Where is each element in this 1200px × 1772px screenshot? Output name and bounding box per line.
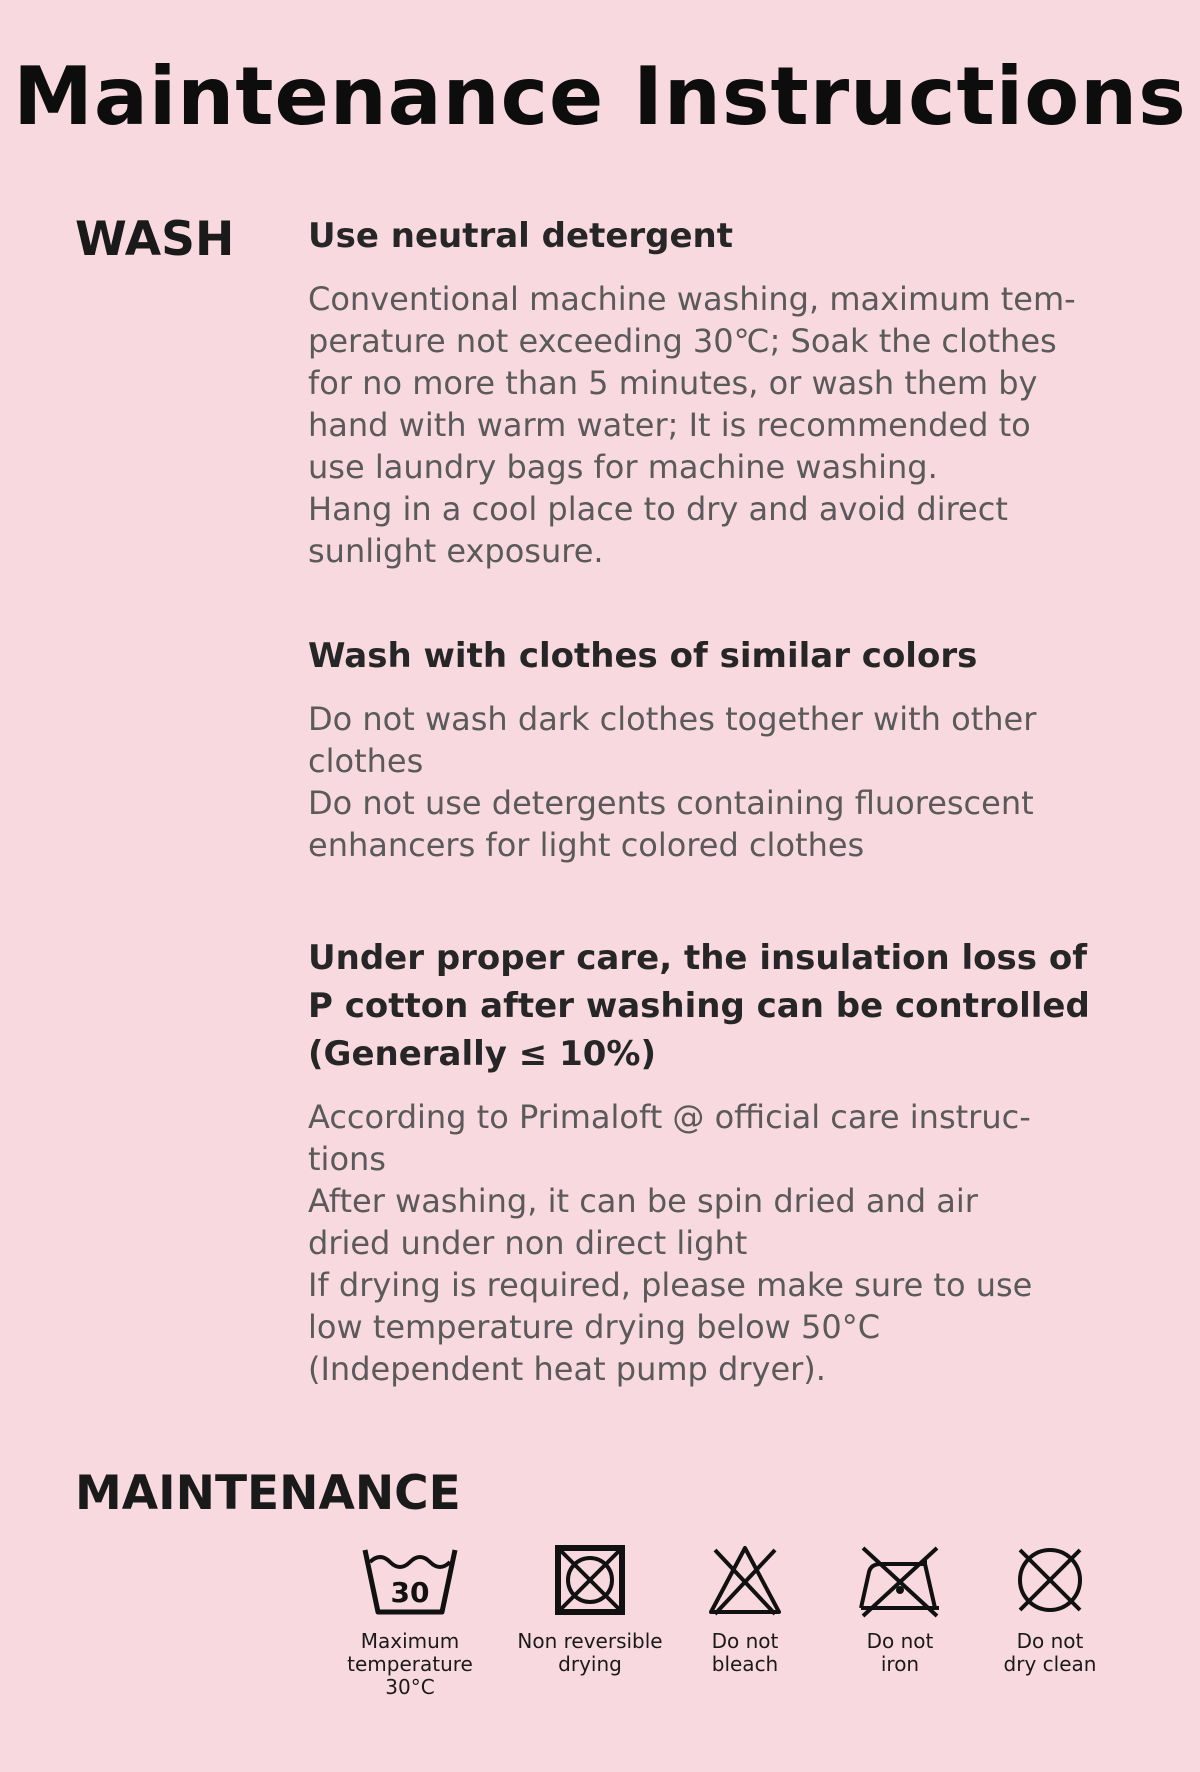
no-dry-clean-icon (1010, 1540, 1090, 1620)
heading-line: (Generally ≤ 10%) (308, 1034, 657, 1074)
body-line: dried under non direct light (308, 1224, 748, 1262)
block-body (308, 698, 1128, 866)
body-line: If drying is required, please make sure to use (308, 1266, 1033, 1304)
block-body (308, 278, 1128, 572)
icon-caption (500, 1630, 680, 1676)
body-line: tions (308, 1140, 386, 1178)
block-heading (308, 934, 1128, 1078)
icon-caption (980, 1630, 1120, 1676)
care-item-no-iron (825, 1540, 975, 1676)
icon-caption (825, 1630, 975, 1676)
no-bleach-icon (705, 1540, 785, 1620)
wash-block-similar-colors (308, 632, 1128, 866)
body-line: clothes (308, 742, 424, 780)
heading-line: P cotton after washing can be controlled (308, 986, 1090, 1026)
care-item-no-bleach (680, 1540, 810, 1676)
maintenance-section-label: MAINTENANCE (75, 1466, 461, 1521)
wash-section-label: WASH (75, 212, 235, 267)
caption-line: iron (880, 1652, 920, 1676)
heading-line: Wash with clothes of similar colors (308, 636, 978, 676)
body-line: use laundry bags for machine washing. (308, 448, 938, 486)
caption-line: bleach (711, 1652, 779, 1676)
wash-block-insulation-loss (308, 934, 1128, 1390)
body-line: After washing, it can be spin dried and air (308, 1182, 978, 1220)
no-tumble-dry-icon (550, 1540, 630, 1620)
body-line: Hang in a cool place to dry and avoid direct (308, 490, 1008, 528)
body-line: for no more than 5 minutes, or wash them by (308, 364, 1038, 402)
caption-line: Do not (1016, 1629, 1084, 1653)
body-line: low temperature drying below 50°C (308, 1308, 881, 1346)
wash-30-icon (360, 1540, 460, 1620)
body-line: Do not use detergents containing fluorescent (308, 784, 1034, 822)
wash-block-neutral-detergent (308, 212, 1128, 572)
body-line: Conventional machine washing, maximum tem- (308, 280, 1076, 318)
heading-line: Under proper care, the insulation loss of (308, 938, 1087, 978)
block-heading (308, 212, 1128, 260)
body-line: enhancers for light colored clothes (308, 826, 865, 864)
caption-line: drying (558, 1652, 622, 1676)
caption-line: Non reversible (517, 1629, 663, 1653)
caption-line: Do not (711, 1629, 779, 1653)
icon-caption (320, 1630, 500, 1699)
caption-line: dry clean (1003, 1652, 1097, 1676)
body-line: According to Primaloft @ official care instruc- (308, 1098, 1031, 1136)
care-item-no-tumble-dry (500, 1540, 680, 1676)
care-item-wash-30 (320, 1540, 500, 1699)
body-line: hand with warm water; It is recommended to (308, 406, 1031, 444)
body-line: perature not exceeding 30℃; Soak the clothes (308, 322, 1057, 360)
caption-line: Maximum (360, 1629, 460, 1653)
icon-caption (680, 1630, 810, 1676)
caption-line: Do not (866, 1629, 934, 1653)
body-line: Do not wash dark clothes together with other (308, 700, 1037, 738)
care-item-no-dry-clean (980, 1540, 1120, 1676)
block-heading (308, 632, 1128, 680)
page-title: Maintenance Instructions (13, 50, 1187, 143)
body-line: (Independent heat pump dryer). (308, 1350, 826, 1388)
caption-line: temperature 30°C (347, 1652, 473, 1699)
wash-temp-label: 30 (390, 1576, 430, 1609)
body-line: sunlight exposure. (308, 532, 604, 570)
no-iron-icon (855, 1540, 945, 1620)
block-body (308, 1096, 1128, 1390)
care-icons-row (300, 1540, 1160, 1700)
heading-line: Use neutral detergent (308, 216, 733, 256)
